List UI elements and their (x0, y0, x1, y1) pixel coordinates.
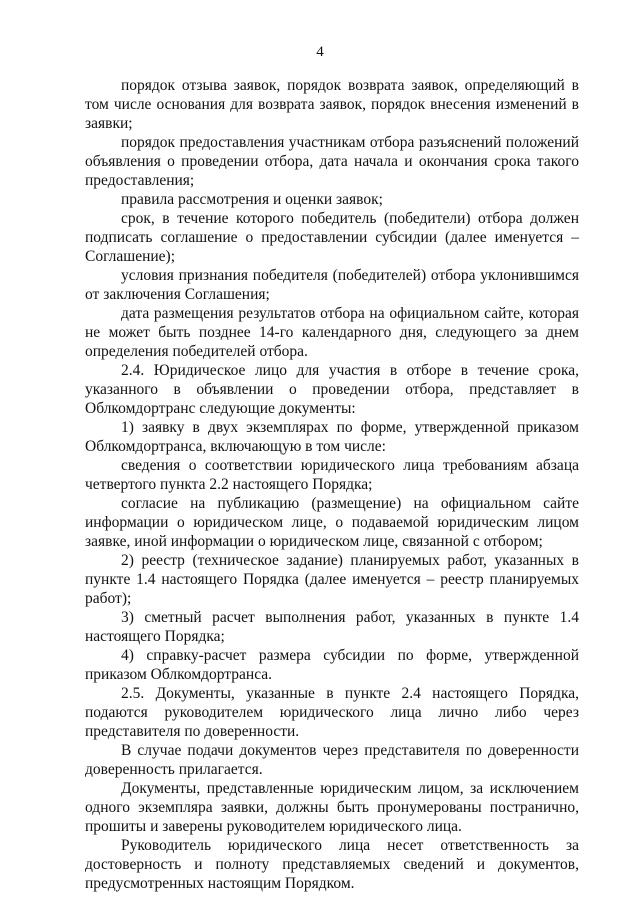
paragraph: порядок предоставления участникам отбора разъяснений положений объявления о проведении отбора, дата начала и окончания срока такого предоставления; (85, 134, 579, 189)
paragraph: 1) заявку в двух экземплярах по форме, утвержденной приказом Облкомдортранса, включающую в том числе: (85, 419, 579, 455)
paragraph: 2) реестр (техническое задание) планируемых работ, указанных в пункте 1.4 настоящего Порядка (далее именуется – реестр планируемых работ); (85, 552, 579, 607)
paragraph: срок, в течение которого победитель (победители) отбора должен подписать соглашение о предоставлении субсидии (далее именуется – Соглашение); (85, 210, 579, 265)
paragraph: Документы, представленные юридическим лицом, за исключением одного экземпляра заявки, должны быть пронумерованы постранично, прошиты и заверены руководителем юридического лица. (85, 780, 579, 835)
paragraph: согласие на публикацию (размещение) на официальном сайте информации о юридическом лице, о подаваемой юридическим лицом заявке, иной информации о юридическом лице, связанной с отбором; (85, 495, 579, 550)
paragraph: сведения о соответствии юридического лица требованиям абзаца четвертого пункта 2.2 настоящего Порядка; (85, 457, 579, 493)
paragraph: 4) справку-расчет размера субсидии по форме, утвержденной приказом Облкомдортранса. (85, 647, 579, 683)
paragraph: правила рассмотрения и оценки заявок; (121, 191, 383, 208)
paragraph: 3) сметный расчет выполнения работ, указанных в пункте 1.4 настоящего Порядка; (85, 609, 579, 645)
paragraph: дата размещения результатов отбора на официальном сайте, которая не может быть позднее 14-го календарного дня, следующего за днем определения победителей отбора. (85, 305, 579, 360)
paragraph: 2.5. Документы, указанные в пункте 2.4 настоящего Порядка, подаются руководителем юридического лица лично либо через представителя по доверенности. (85, 685, 579, 740)
paragraph: В случае подачи документов через представителя по доверенности доверенность прилагается. (85, 742, 579, 778)
paragraph: порядок отзыва заявок, порядок возврата заявок, определяющий в том числе основания для возврата заявок, порядок внесения изменений в заявки; (85, 77, 579, 132)
paragraph: Руководитель юридического лица несет ответственность за достоверность и полноту представляемых сведений и документов, предусмотренных настоящим Порядком. (85, 837, 579, 892)
paragraph: 2.4. Юридическое лицо для участия в отборе в течение срока, указанного в объявлении о проведении отбора, представляет в Облкомдортранс следующие документы: (85, 362, 579, 417)
document-body (85, 76, 579, 893)
page-number: 4 (316, 44, 324, 60)
paragraph: условия признания победителя (победителей) отбора уклонившимся от заключения Соглашения; (85, 267, 579, 303)
